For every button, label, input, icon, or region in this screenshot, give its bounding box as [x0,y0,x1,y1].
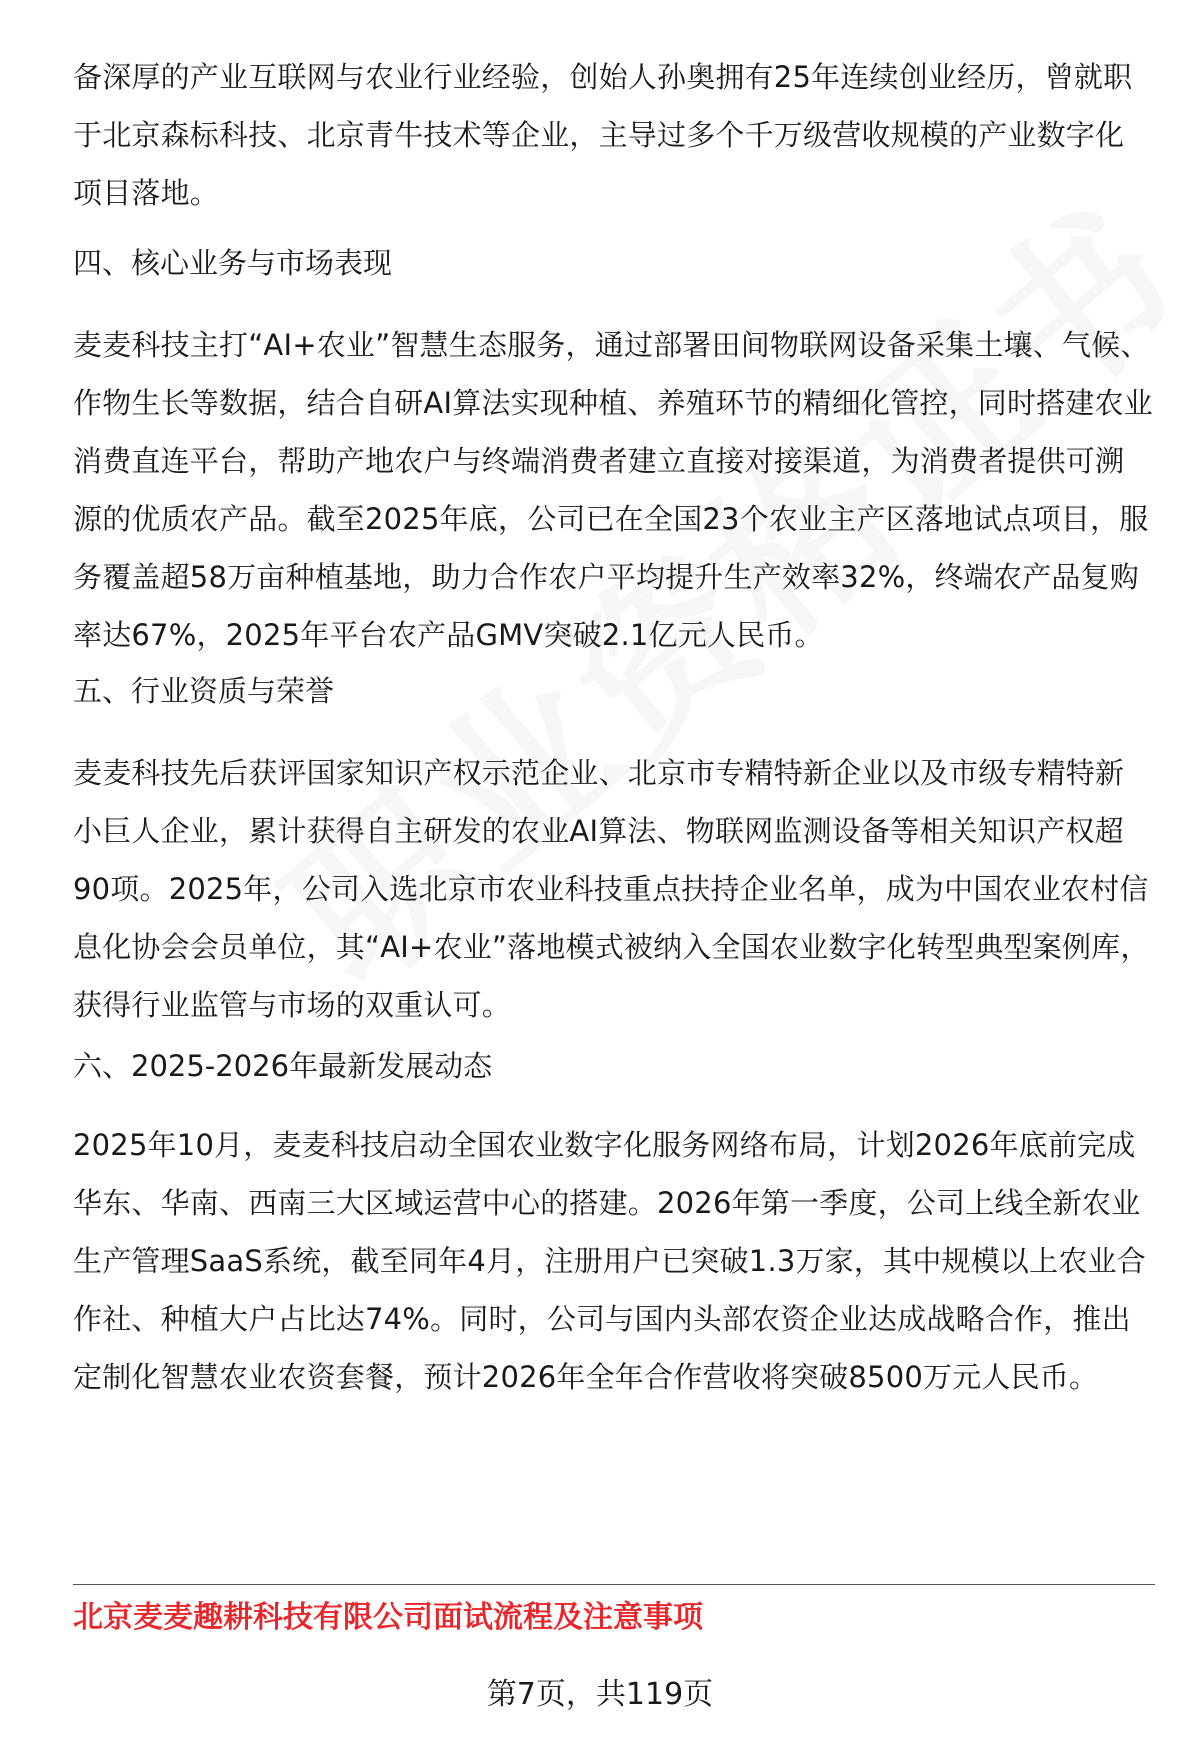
paragraph-honors: 麦麦科技先后获评国家知识产权示范企业、北京市专精特新企业以及市级专精特新小巨人企业，累计获得自主研发的农业AI算法、物联网监测设备等相关知识产权超90项。2025年，公司入选北京市农业科技重点扶持企业名单，成为中国农业农村信息化协会会员单位，其“AI+农业”落地模式被纳入全国农业数字化转型典型案例库，获得行业监管与市场的双重认可。 [73,756,1150,1022]
section-heading-honors: 五、行业资质与荣誉 [73,674,335,708]
paragraph-core-business: 麦麦科技主打“AI+农业”智慧生态服务，通过部署田间物联网设备采集土壤、气候、作物生长等数据，结合自研AI算法实现种植、养殖环节的精细化管控，同时搭建农业消费直连平台，帮助产地农户与终端消费者建立直接对接渠道，为消费者提供可溯源的优质农产品。截至2025年底，公司已在全国23个农业主产区落地试点项目，服务覆盖超58万亩种植基地，助力合作农户平均提升生产效率32%，终端农产品复购率达67%，2025年平台农产品GMV突破2.1亿元人民币。 [73,328,1153,652]
page-number: 第7页，共119页 [486,1677,714,1712]
section-heading-latest-news: 六、2025-2026年最新发展动态 [73,1049,493,1083]
paragraph-latest-news: 2025年10月，麦麦科技启动全国农业数字化服务网络布局，计划2026年底前完成华东、华南、西南三大区域运营中心的搭建。2026年第一季度，公司上线全新农业生产管理SaaS系统，截至同年4月，注册用户已突破1.3万家，其中规模以上农业合作社、种植大户占比达74%。同时，公司与国内头部农资企业达成战略合作，推出定制化智慧农业农资套餐，预计2026年全年合作营收将突破8500万元人民币。 [73,1128,1146,1394]
section-heading-core-business: 四、核心业务与市场表现 [73,246,393,280]
footer-document-title: 北京麦麦趣耕科技有限公司面试流程及注意事项 [73,1600,703,1635]
footer-divider [73,1584,1155,1585]
paragraph-founder: 备深厚的产业互联网与农业行业经验，创始人孙奥拥有25年连续创业经历，曾就职于北京森标科技、北京青牛技术等企业，主导过多个千万级营收规模的产业数字化项目落地。 [73,60,1133,210]
